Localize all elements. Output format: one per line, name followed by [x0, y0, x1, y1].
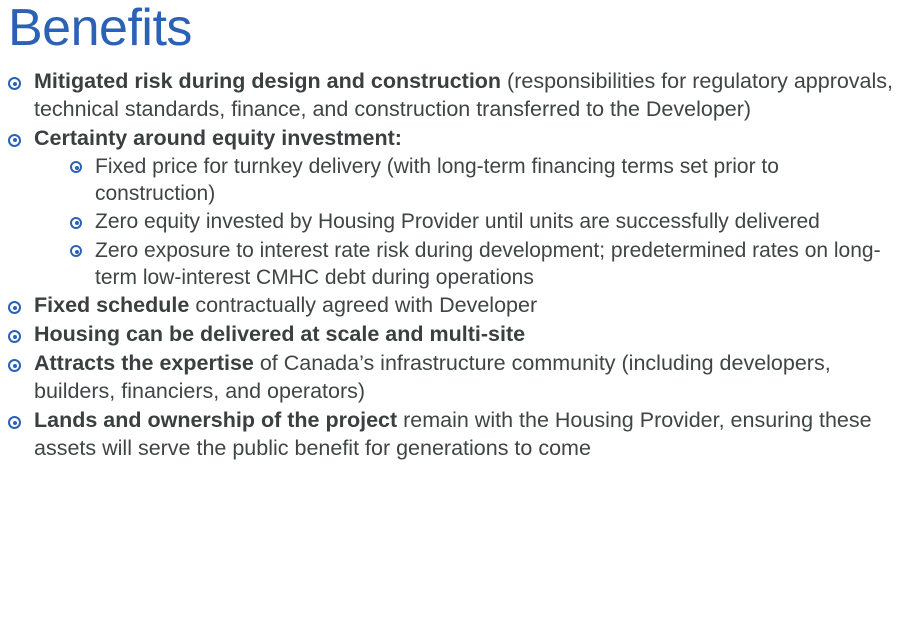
list-item: [6, 292, 894, 320]
list-item-text: [34, 408, 872, 460]
benefits-list: [6, 68, 894, 463]
list-item-rest: remain with the Housing Provider, ensuring these assets will serve the public benefit for generations to come: [34, 408, 872, 460]
circle-bullet-icon: [8, 134, 21, 147]
circle-bullet-icon: [8, 301, 21, 314]
list-item: [6, 321, 894, 349]
list-item-strong: Mitigated risk during design and construction: [34, 69, 502, 93]
page-title: Benefits: [8, 0, 192, 57]
list-item-strong: Fixed schedule: [34, 293, 190, 318]
list-item: [6, 68, 894, 124]
list-item-text: [34, 351, 831, 403]
sub-list-item-text: Zero equity invested by Housing Provider until units are successfully delivered: [95, 210, 820, 234]
list-item-rest: (responsibilities for regulatory approvals, technical standards, finance, and construction transferred to the Developer): [34, 69, 894, 121]
sub-list: [34, 153, 894, 291]
list-item-strong: Certainty around equity investment:: [34, 125, 402, 150]
sub-list-item: [68, 237, 894, 292]
list-item-text: [34, 126, 402, 150]
list-item: [6, 407, 894, 463]
circle-bullet-icon: [8, 77, 21, 90]
sub-list-item-text: Fixed price for turnkey delivery (with long-term financing terms set prior to construction): [95, 154, 779, 206]
list-item-rest: contractually agreed with Developer: [189, 293, 538, 318]
circle-bullet-icon: [70, 245, 82, 257]
circle-bullet-icon: [8, 330, 21, 343]
circle-bullet-icon: [70, 217, 82, 229]
list-item-text: [34, 69, 893, 121]
list-item-text: [34, 322, 525, 346]
list-item-strong: Housing can be delivered at scale and multi-site: [34, 322, 526, 347]
sub-list-item-text: Zero exposure to interest rate risk during development; predetermined rates on long-term low-interest CMHC debt during operations: [95, 238, 881, 289]
circle-bullet-icon: [8, 416, 21, 429]
list-item-strong: Attracts the expertise: [34, 351, 254, 376]
circle-bullet-icon: [8, 359, 21, 372]
sub-list-item: [68, 208, 894, 235]
list-item-text: [34, 293, 537, 317]
sub-list-item: [68, 153, 894, 208]
list-item: [6, 125, 894, 291]
list-item: [6, 350, 894, 406]
list-item-rest: of Canada’s infrastructure community (including developers, builders, financiers, and operators): [34, 351, 831, 404]
list-item-strong: Lands and ownership of the project: [34, 408, 398, 433]
circle-bullet-icon: [70, 161, 82, 173]
